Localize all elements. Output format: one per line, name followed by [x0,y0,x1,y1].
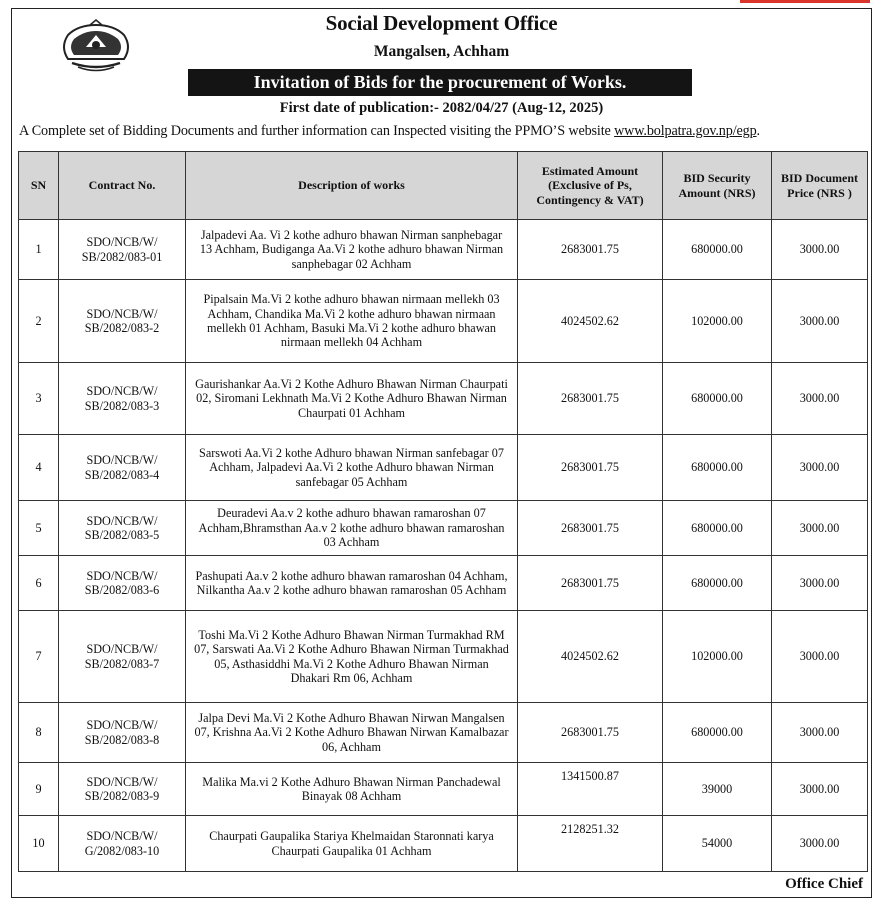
row-description: Pashupati Aa.v 2 kothe adhuro bhawan ramaroshan 04 Achham, Nilkantha Aa.v 2 kothe adhuro bhawan ramaroshan 05 Achham [186,556,518,611]
row-sn: 9 [19,763,59,816]
row-security: 680000.00 [663,220,772,280]
row-amount: 2683001.75 [518,220,663,280]
row-amount: 2683001.75 [518,703,663,763]
row-contract: SDO/NCB/W/ SB/2082/083-9 [59,763,186,816]
row-price: 3000.00 [772,501,868,556]
row-security: 680000.00 [663,363,772,435]
row-sn: 6 [19,556,59,611]
row-description: Chaurpati Gaupalika Stariya Khelmaidan Staronnati karya Chaurpati Gaupalika 01 Achham [186,816,518,872]
row-contract: SDO/NCB/W/ SB/2082/083-01 [59,220,186,280]
row-price: 3000.00 [772,220,868,280]
signature: Office Chief [785,876,863,892]
row-sn: 8 [19,703,59,763]
row-amount: 2683001.75 [518,363,663,435]
row-security: 680000.00 [663,556,772,611]
row-amount: 1341500.87 [518,763,663,816]
bid-banner: Invitation of Bids for the procurement of Works. [188,69,692,96]
row-contract: SDO/NCB/W/ SB/2082/083-2 [59,280,186,363]
row-contract: SDO/NCB/W/ SB/2082/083-5 [59,501,186,556]
row-sn: 10 [19,816,59,872]
row-amount: 2683001.75 [518,501,663,556]
row-security: 680000.00 [663,703,772,763]
table-row [19,363,868,435]
row-price: 3000.00 [772,703,868,763]
row-amount: 2683001.75 [518,435,663,501]
row-contract: SDO/NCB/W/ SB/2082/083-4 [59,435,186,501]
col-sn: SN [19,152,59,220]
row-contract: SDO/NCB/W/ SB/2082/083-7 [59,611,186,703]
row-security: 39000 [663,763,772,816]
row-description: Jalpa Devi Ma.Vi 2 Kothe Adhuro Bhawan Nirwan Mangalsen 07, Krishna Aa.Vi 2 Kothe Adhuro Bhawan Nirwan Kamalbazar 06, Achham [186,703,518,763]
table-row [19,611,868,703]
row-description: Jalpadevi Aa. Vi 2 kothe adhuro bhawan Nirman sanphebagar 13 Achham, Budiganga Aa.Vi 2 kothe adhuro bhawan Nirman sanphebagar 02 Achham [186,220,518,280]
row-amount: 4024502.62 [518,611,663,703]
intro-text [19,123,869,140]
row-description: Gaurishankar Aa.Vi 2 Kothe Adhuro Bhawan Nirman Chaurpati 02, Siromani Lekhnath Ma.Vi 2 Kothe Adhuro Bhawan Nirman Chaurpati 01 Achham [186,363,518,435]
col-contract: Contract No. [59,152,186,220]
table-row [19,556,868,611]
table-row [19,763,868,816]
col-description: Description of works [186,152,518,220]
row-price: 3000.00 [772,280,868,363]
row-contract: SDO/NCB/W/ G/2082/083-10 [59,816,186,872]
row-price: 3000.00 [772,363,868,435]
table-row [19,280,868,363]
table-row [19,816,868,872]
row-security: 102000.00 [663,280,772,363]
row-description: Sarswoti Aa.Vi 2 kothe Adhuro bhawan Nirman sanfebagar 07 Achham, Jalpadevi Aa.Vi 2 kothe Adhuro bhawan Nirman sanfebagar 05 Achham [186,435,518,501]
row-security: 102000.00 [663,611,772,703]
office-location: Mangalsen, Achham [373,43,510,60]
row-price: 3000.00 [772,556,868,611]
col-security: BID Security Amount (NRS) [663,152,772,220]
table-row [19,703,868,763]
row-sn: 3 [19,363,59,435]
intro-sentence: A Complete set of Bidding Documents and further information can Inspected visiting the PPMO’S website [19,123,615,139]
row-price: 3000.00 [772,435,868,501]
row-amount: 2683001.75 [518,556,663,611]
row-sn: 1 [19,220,59,280]
intro-period: . [756,123,760,139]
row-sn: 7 [19,611,59,703]
row-contract: SDO/NCB/W/ SB/2082/083-6 [59,556,186,611]
row-description: Toshi Ma.Vi 2 Kothe Adhuro Bhawan Nirman Turmakhad RM 07, Sarswati Aa.Vi 2 Kothe Adhuro Bhawan Nirman Turmakhad 05, Asthasiddhi Ma.Vi 2 Kothe Adhuro Bhawan Nirman Dhakari Rm 06, Achham [186,611,518,703]
top-accent-bar [740,0,870,3]
row-description: Malika Ma.vi 2 Kothe Adhuro Bhawan Nirman Panchadewal Binayak 08 Achham [186,763,518,816]
publication-date: First date of publication:- 2082/04/27 (Aug-12, 2025) [279,100,604,116]
bids-table [18,151,868,872]
row-security: 680000.00 [663,435,772,501]
office-title: Social Development Office [325,11,558,35]
row-amount: 2128251.32 [518,816,663,872]
row-security: 54000 [663,816,772,872]
row-sn: 5 [19,501,59,556]
table-header-row [19,152,868,220]
row-price: 3000.00 [772,763,868,816]
row-sn: 2 [19,280,59,363]
table-row [19,435,868,501]
row-sn: 4 [19,435,59,501]
row-price: 3000.00 [772,611,868,703]
bolpatra-link[interactable]: www.bolpatra.gov.np/egp [614,123,757,139]
col-price: BID Document Price (NRS ) [772,152,868,220]
row-contract: SDO/NCB/W/ SB/2082/083-3 [59,363,186,435]
row-price: 3000.00 [772,816,868,872]
row-contract: SDO/NCB/W/ SB/2082/083-8 [59,703,186,763]
col-amount: Estimated Amount (Exclusive of Ps, Contingency & VAT) [518,152,663,220]
table-row [19,501,868,556]
table-row [19,220,868,280]
row-amount: 4024502.62 [518,280,663,363]
notice-frame [11,8,872,898]
row-security: 680000.00 [663,501,772,556]
row-description: Pipalsain Ma.Vi 2 kothe adhuro bhawan nirmaan mellekh 03 Achham, Chandika Ma.Vi 2 kothe adhuro bhawan nirmaan mellekh 01 Achham, Basuki Ma.Vi 2 kothe adhuro bhawan nirmaan mellekh 04 Achham [186,280,518,363]
row-description: Deuradevi Aa.v 2 kothe adhuro bhawan ramaroshan 07 Achham,Bhramsthan Aa.v 2 kothe adhuro bhawan ramaroshan 03 Achham [186,501,518,556]
